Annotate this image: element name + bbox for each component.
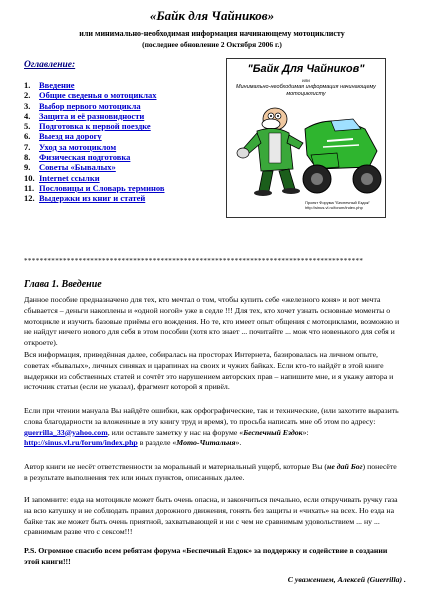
toc-item[interactable] [24, 152, 165, 162]
paragraph-2: Вся информация, приведённая далее, собиралась на просторах Интернета, базировалась на личном опыте, советах «бывалых», личных синяках и царапинах на своих и чужих байках. Если кто-то найдёт в этой книге выдержки из собственных статей и сочтёт это нарушением авторских прав – напишите мне, и я укажу автора и источник статьи (если не указал), фрагмент которой я привёл. [24, 350, 394, 392]
cover-footer-url: http://sinus.vl.ru/forum/index.php [305, 205, 363, 210]
paragraph-5: И запомните: езда на мотоцикле может быть очень опасна, и закончиться печально, если откручивать ручку газа на всю катушку и не соблюдать правил дорожного движения, гонять без защиты и «чихать» на всех. Но езда на байке так же может быть очень приятной, захватывающей и ни с чем не сравнимым удовольствием ... ну ... сравнимым разве что с сексом!!! [24, 495, 398, 537]
toc-item[interactable] [24, 111, 165, 121]
chapter-title: Глава 1. Введение [24, 279, 102, 290]
forum-section: Мото-Читальня [176, 438, 236, 448]
toc-item-link[interactable]: Выбор первого мотоцикла [39, 100, 141, 111]
cover-title: "Байк Для Чайников" [247, 63, 365, 75]
toc-item-number: 2. [24, 90, 31, 101]
forum-name: Беспечный Ездок [243, 427, 303, 437]
cover-footer [305, 200, 383, 210]
paragraph-3 [24, 406, 402, 449]
signature: С уважением, Алексей (Guerrilla) . [287, 575, 406, 584]
cover-subtitle: Минимально-необходимая информация начинающему мотоциклисту [236, 84, 376, 97]
paragraph-3-text-b: , или оставьте заметку у нас на форуме « [107, 427, 244, 437]
toc-item-link[interactable]: Пословицы и Словарь терминов [39, 182, 165, 193]
paragraph-4-text-a: Автор книги не несёт ответственности за моральный и материальный ущерб, которые Вы ( [24, 462, 327, 471]
toc-item-number: 3. [24, 100, 31, 111]
paragraph-3-text-e: ». [235, 438, 242, 448]
toc-item[interactable] [24, 142, 165, 152]
toc-item-link[interactable]: Выезд на дорогу [39, 131, 102, 142]
rider-figure [237, 108, 303, 196]
motorcycle-figure [303, 119, 381, 193]
toc-item-link[interactable]: Подготовка к первой поездке [39, 121, 151, 132]
cover-footer-project: Проект Форума "Беспечный Ездок" [305, 200, 370, 205]
toc-item[interactable] [24, 131, 165, 141]
paragraph-1: Данное пособие предназначено для тех, кто мечтал о том, чтобы купить себе «железного коня» и вот мечта сбывается – деньги накоплены и «одной ногой» уже в седле !!! Для тех, кто хочет узнать основные моменты о мотоцикле и изучить базовые приёмы его вождения. Но те, кто имеет опыт общения с мотоциклами, возможно и не найдут ничего нового для себя в этом пособии (хотя кто знает ... почитайте ... мож что новенького для себя и откроете). [24, 295, 400, 348]
paragraph-3-text-c: »: [302, 427, 309, 437]
toc-item[interactable] [24, 183, 165, 193]
cover-illustration [227, 99, 385, 199]
document-title: «Байк для Чайников» [149, 8, 275, 23]
toc-item-link[interactable]: Защита и её разновидности [39, 110, 145, 121]
paragraph-4-text-c: ) понесёте в результате выполнения тех или иных пунктов, описанных далее. [24, 462, 397, 482]
toc-item-number: 11. [24, 182, 35, 193]
toc-item-number: 10. [24, 172, 35, 183]
last-updated: (последнее обновление 2 Октября 2006 г.) [142, 40, 282, 49]
email-link[interactable]: guerrilla_33@yahoo.com [24, 427, 108, 437]
toc-item-number: 12. [24, 193, 35, 204]
toc-item-number: 9. [24, 162, 31, 173]
toc-item[interactable] [24, 162, 165, 172]
toc-item[interactable] [24, 80, 165, 90]
toc-item-number: 1. [24, 80, 31, 90]
paragraph-3-text-a: Если при чтении мануала Вы найдёте ошибки, как орфографические, так и технические, (или захотите выразить слова благодарности за вложенные в эту книгу труд и время), то просьба написать мне об этом по адресу: [24, 406, 399, 426]
toc-item-number: 6. [24, 131, 31, 142]
paragraph-3-text-d: в разделе « [137, 438, 177, 448]
toc-item-number: 7. [24, 141, 31, 152]
toc-item[interactable] [24, 101, 165, 111]
document-subtitle: или минимально-необходимая информация начинающему мотоциклисту [79, 29, 345, 38]
toc-item[interactable] [24, 121, 165, 131]
toc-item[interactable] [24, 90, 165, 100]
toc-item-link[interactable]: Общие сведенья о мотоциклах [39, 90, 157, 101]
toc-item-number: 8. [24, 152, 31, 163]
toc-heading: Оглавление: [24, 60, 76, 70]
toc-item-link[interactable]: Выдержки из книг и статей [39, 193, 146, 204]
table-of-contents [24, 80, 165, 204]
toc-item-link[interactable]: Internet ссылки [39, 172, 100, 183]
toc-item-link[interactable]: Физическая подготовка [39, 152, 131, 163]
cover-subtitle-or: или [302, 78, 310, 83]
paragraph-4-emphasis: не дай Бог [327, 462, 363, 471]
toc-item-number: 5. [24, 121, 31, 132]
paragraph-4 [24, 462, 402, 484]
toc-item-link[interactable]: Советы «Бывалых» [39, 162, 116, 173]
toc-item-link[interactable]: Введение [39, 80, 75, 90]
toc-item-link[interactable]: Уход за мотоциклом [39, 141, 117, 152]
toc-item[interactable] [24, 193, 165, 203]
cover-image [226, 58, 386, 218]
toc-item[interactable] [24, 173, 165, 183]
postscript: P.S. Огромное спасибо всем ребятам форума «Беспечный Ездок» за поддержку и содействие в создании этой книги!!! [24, 546, 388, 566]
separator: *************************************************************************************** [24, 257, 364, 265]
toc-item-number: 4. [24, 110, 31, 121]
forum-url-link[interactable]: http://sinus.vl.ru/forum/index.php [24, 438, 138, 448]
